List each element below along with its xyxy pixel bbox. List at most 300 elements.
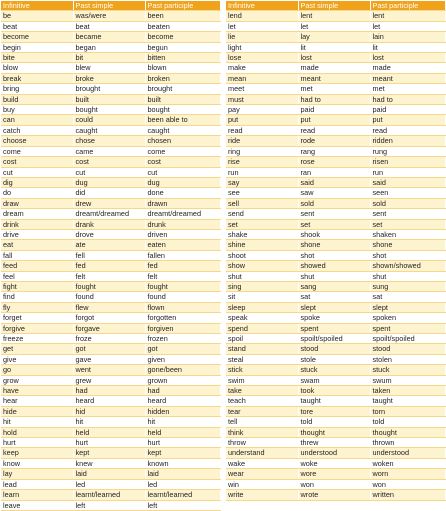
- table-row: [1, 42, 220, 52]
- past-participle-cell: met: [370, 84, 445, 94]
- table-row: [1, 53, 220, 63]
- infinitive-cell: fall: [1, 250, 73, 260]
- infinitive-cell: find: [1, 292, 73, 302]
- past-simple-cell: shot: [298, 250, 370, 260]
- table-row: [226, 94, 445, 104]
- past-participle-cell: meant: [370, 73, 445, 83]
- past-simple-cell: did: [73, 188, 145, 198]
- infinitive-cell: grow: [1, 375, 73, 385]
- infinitive-cell: rise: [226, 157, 298, 167]
- past-participle-cell: torn: [370, 406, 445, 416]
- infinitive-cell: beat: [1, 21, 73, 31]
- infinitive-cell: tell: [226, 417, 298, 427]
- infinitive-cell: fight: [1, 281, 73, 291]
- table-row: [1, 469, 220, 479]
- past-participle-cell: said: [370, 177, 445, 187]
- table-row: [226, 271, 445, 281]
- table-row: [226, 105, 445, 115]
- table-row: [1, 21, 220, 31]
- infinitive-cell: take: [226, 386, 298, 396]
- past-simple-cell: found: [73, 292, 145, 302]
- past-simple-cell: rang: [298, 146, 370, 156]
- table-row: [1, 73, 220, 83]
- past-participle-cell: understood: [370, 448, 445, 458]
- past-participle-cell: frozen: [145, 334, 220, 344]
- past-simple-cell: set: [298, 219, 370, 229]
- past-participle-cell: given: [145, 354, 220, 364]
- verb-table-left: [1, 1, 221, 511]
- past-participle-cell: stuck: [370, 365, 445, 375]
- table-row: [1, 94, 220, 104]
- past-simple-cell: built: [73, 94, 145, 104]
- past-participle-cell: eaten: [145, 240, 220, 250]
- past-simple-cell: spoilt/spoiled: [298, 334, 370, 344]
- past-participle-cell: stood: [370, 344, 445, 354]
- infinitive-cell: write: [226, 490, 298, 500]
- infinitive-cell: shut: [226, 271, 298, 281]
- past-participle-cell: gone/been: [145, 365, 220, 375]
- infinitive-cell: tear: [226, 406, 298, 416]
- table-row: [226, 188, 445, 198]
- table-row: [226, 250, 445, 260]
- table-row: [1, 323, 220, 333]
- past-simple-cell: ran: [298, 167, 370, 177]
- past-participle-cell: done: [145, 188, 220, 198]
- past-participle-cell: stolen: [370, 354, 445, 364]
- past-participle-cell: been: [145, 11, 220, 21]
- table-row: [1, 396, 220, 406]
- past-simple-cell: learnt/learned: [73, 490, 145, 500]
- table-row: [226, 396, 445, 406]
- past-participle-cell: sung: [370, 281, 445, 291]
- past-participle-cell: fallen: [145, 250, 220, 260]
- past-simple-cell: caught: [73, 125, 145, 135]
- past-simple-cell: kept: [73, 448, 145, 458]
- past-simple-cell: let: [298, 21, 370, 31]
- past-participle-cell: lost: [370, 53, 445, 63]
- table-row: [1, 458, 220, 468]
- table-row: [1, 11, 220, 21]
- past-participle-cell: swum: [370, 375, 445, 385]
- table-row: [226, 313, 445, 323]
- infinitive-cell: ride: [226, 136, 298, 146]
- past-simple-cell: had to: [298, 94, 370, 104]
- past-participle-cell: blown: [145, 63, 220, 73]
- past-participle-cell: hurt: [145, 438, 220, 448]
- past-participle-cell: flown: [145, 302, 220, 312]
- table-row: [226, 354, 445, 364]
- past-simple-cell: drove: [73, 229, 145, 239]
- past-participle-cell: caught: [145, 125, 220, 135]
- infinitive-cell: learn: [1, 490, 73, 500]
- infinitive-cell: show: [226, 261, 298, 271]
- table-row: [1, 479, 220, 489]
- past-simple-cell: sang: [298, 281, 370, 291]
- infinitive-cell: pay: [226, 105, 298, 115]
- past-participle-cell: shaken: [370, 229, 445, 239]
- past-participle-cell: ridden: [370, 136, 445, 146]
- past-simple-cell: chose: [73, 136, 145, 146]
- past-simple-cell: shook: [298, 229, 370, 239]
- past-simple-cell: threw: [298, 438, 370, 448]
- past-participle-cell: risen: [370, 157, 445, 167]
- past-simple-cell: lost: [298, 53, 370, 63]
- past-simple-cell: shone: [298, 240, 370, 250]
- past-participle-cell: felt: [145, 271, 220, 281]
- table-row: [1, 271, 220, 281]
- infinitive-cell: light: [226, 42, 298, 52]
- past-participle-cell: brought: [145, 84, 220, 94]
- past-simple-cell: lay: [298, 32, 370, 42]
- infinitive-cell: shake: [226, 229, 298, 239]
- past-participle-cell: put: [370, 115, 445, 125]
- table-row: [1, 84, 220, 94]
- past-participle-cell: heard: [145, 396, 220, 406]
- past-participle-cell: sat: [370, 292, 445, 302]
- past-simple-cell: meant: [298, 73, 370, 83]
- infinitive-cell: sing: [226, 281, 298, 291]
- past-participle-cell: bitten: [145, 53, 220, 63]
- past-simple-cell: shut: [298, 271, 370, 281]
- infinitive-cell: meet: [226, 84, 298, 94]
- infinitive-cell: dig: [1, 177, 73, 187]
- past-simple-cell: saw: [298, 188, 370, 198]
- table-row: [226, 479, 445, 489]
- table-row: [226, 302, 445, 312]
- infinitive-cell: have: [1, 386, 73, 396]
- infinitive-cell: put: [226, 115, 298, 125]
- past-participle-cell: come: [145, 146, 220, 156]
- past-participle-cell: let: [370, 21, 445, 31]
- infinitive-cell: make: [226, 63, 298, 73]
- past-simple-cell: blew: [73, 63, 145, 73]
- table-row: [1, 63, 220, 73]
- infinitive-cell: dream: [1, 209, 73, 219]
- table-row: [226, 229, 445, 239]
- past-simple-cell: stuck: [298, 365, 370, 375]
- past-participle-cell: shot: [370, 250, 445, 260]
- past-simple-cell: laid: [73, 469, 145, 479]
- past-simple-cell: hid: [73, 406, 145, 416]
- past-simple-cell: fed: [73, 261, 145, 271]
- table-row: [1, 281, 220, 291]
- infinitive-cell: bite: [1, 53, 73, 63]
- past-simple-cell: paid: [298, 105, 370, 115]
- past-simple-cell: beat: [73, 21, 145, 31]
- infinitive-cell: spend: [226, 323, 298, 333]
- table-row: [1, 250, 220, 260]
- past-simple-cell: went: [73, 365, 145, 375]
- past-simple-cell: thought: [298, 427, 370, 437]
- infinitive-cell: lead: [1, 479, 73, 489]
- past-participle-cell: spoken: [370, 313, 445, 323]
- past-simple-cell: tore: [298, 406, 370, 416]
- table-row: [1, 32, 220, 42]
- past-simple-cell: put: [298, 115, 370, 125]
- past-simple-cell: grew: [73, 375, 145, 385]
- past-participle-cell: laid: [145, 469, 220, 479]
- table-row: [226, 438, 445, 448]
- past-simple-cell: rode: [298, 136, 370, 146]
- table-row: [1, 375, 220, 385]
- table-row: [226, 344, 445, 354]
- table-row: [226, 427, 445, 437]
- table-row: [226, 63, 445, 73]
- past-participle-cell: had to: [370, 94, 445, 104]
- table-row: [226, 42, 445, 52]
- past-participle-cell: chosen: [145, 136, 220, 146]
- table-row: [226, 209, 445, 219]
- past-simple-cell: felt: [73, 271, 145, 281]
- infinitive-cell: blow: [1, 63, 73, 73]
- past-simple-cell: lent: [298, 11, 370, 21]
- infinitive-cell: read: [226, 125, 298, 135]
- past-participle-cell: run: [370, 167, 445, 177]
- infinitive-cell: leave: [1, 500, 73, 510]
- infinitive-cell: hurt: [1, 438, 73, 448]
- infinitive-cell: sleep: [226, 302, 298, 312]
- past-participle-cell: got: [145, 344, 220, 354]
- past-participle-cell: broken: [145, 73, 220, 83]
- table-row: [226, 292, 445, 302]
- infinitive-cell: get: [1, 344, 73, 354]
- past-simple-cell: bought: [73, 105, 145, 115]
- past-participle-cell: led: [145, 479, 220, 489]
- past-simple-cell: heard: [73, 396, 145, 406]
- table-row: [1, 229, 220, 239]
- past-simple-cell: froze: [73, 334, 145, 344]
- infinitive-cell: send: [226, 209, 298, 219]
- infinitive-cell: wear: [226, 469, 298, 479]
- table-row: [226, 417, 445, 427]
- infinitive-cell: keep: [1, 448, 73, 458]
- past-simple-cell: brought: [73, 84, 145, 94]
- past-participle-cell: rung: [370, 146, 445, 156]
- infinitive-cell: must: [226, 94, 298, 104]
- past-simple-cell: knew: [73, 458, 145, 468]
- past-participle-cell: read: [370, 125, 445, 135]
- past-participle-cell: lit: [370, 42, 445, 52]
- infinitive-cell: hide: [1, 406, 73, 416]
- header-infinitive: Infinitive: [226, 1, 298, 11]
- table-row: [1, 105, 220, 115]
- past-simple-cell: dug: [73, 177, 145, 187]
- infinitive-cell: draw: [1, 198, 73, 208]
- infinitive-cell: teach: [226, 396, 298, 406]
- past-simple-cell: forgave: [73, 323, 145, 333]
- table-row: [226, 406, 445, 416]
- table-row: [1, 302, 220, 312]
- table-row: [226, 167, 445, 177]
- past-participle-cell: worn: [370, 469, 445, 479]
- past-simple-cell: swam: [298, 375, 370, 385]
- infinitive-cell: go: [1, 365, 73, 375]
- table-row: [1, 500, 220, 510]
- past-simple-cell: dreamt/dreamed: [73, 209, 145, 219]
- table-row: [1, 209, 220, 219]
- table-row: [226, 469, 445, 479]
- infinitive-cell: lend: [226, 11, 298, 21]
- past-participle-cell: seen: [370, 188, 445, 198]
- table-row: [1, 354, 220, 364]
- past-participle-cell: cost: [145, 157, 220, 167]
- past-participle-cell: lain: [370, 32, 445, 42]
- past-simple-cell: fought: [73, 281, 145, 291]
- infinitive-cell: shoot: [226, 250, 298, 260]
- infinitive-cell: mean: [226, 73, 298, 83]
- past-simple-cell: fell: [73, 250, 145, 260]
- table-row: [226, 365, 445, 375]
- table-row: [226, 323, 445, 333]
- past-simple-cell: hit: [73, 417, 145, 427]
- infinitive-cell: choose: [1, 136, 73, 146]
- table-row: [1, 177, 220, 187]
- table-row: [226, 375, 445, 385]
- past-simple-cell: won: [298, 479, 370, 489]
- infinitive-cell: think: [226, 427, 298, 437]
- past-simple-cell: began: [73, 42, 145, 52]
- infinitive-cell: catch: [1, 125, 73, 135]
- infinitive-cell: ring: [226, 146, 298, 156]
- past-simple-cell: stole: [298, 354, 370, 364]
- past-participle-cell: known: [145, 458, 220, 468]
- past-simple-cell: wrote: [298, 490, 370, 500]
- infinitive-cell: lay: [1, 469, 73, 479]
- table-row: [226, 219, 445, 229]
- table-row: [1, 427, 220, 437]
- infinitive-cell: be: [1, 11, 73, 21]
- infinitive-cell: build: [1, 94, 73, 104]
- past-participle-cell: lent: [370, 11, 445, 21]
- past-participle-cell: beaten: [145, 21, 220, 31]
- table-row: [1, 240, 220, 250]
- past-simple-cell: ate: [73, 240, 145, 250]
- past-simple-cell: led: [73, 479, 145, 489]
- past-simple-cell: gave: [73, 354, 145, 364]
- header-past-participle: Past participle: [145, 1, 220, 11]
- table-row: [1, 115, 220, 125]
- past-simple-cell: drew: [73, 198, 145, 208]
- infinitive-cell: fly: [1, 302, 73, 312]
- infinitive-cell: break: [1, 73, 73, 83]
- table-row: [1, 490, 220, 500]
- past-participle-cell: made: [370, 63, 445, 73]
- past-participle-cell: fed: [145, 261, 220, 271]
- infinitive-cell: forgive: [1, 323, 73, 333]
- past-participle-cell: spent: [370, 323, 445, 333]
- past-simple-cell: slept: [298, 302, 370, 312]
- table-row: [226, 386, 445, 396]
- past-participle-cell: sold: [370, 198, 445, 208]
- table-row: [226, 73, 445, 83]
- past-participle-cell: taken: [370, 386, 445, 396]
- table-row: [226, 11, 445, 21]
- past-participle-cell: forgotten: [145, 313, 220, 323]
- header-row: [226, 1, 445, 11]
- past-simple-cell: cost: [73, 157, 145, 167]
- infinitive-cell: come: [1, 146, 73, 156]
- infinitive-cell: drink: [1, 219, 73, 229]
- past-participle-cell: forgiven: [145, 323, 220, 333]
- past-simple-cell: cut: [73, 167, 145, 177]
- infinitive-cell: run: [226, 167, 298, 177]
- infinitive-cell: eat: [1, 240, 73, 250]
- past-simple-cell: became: [73, 32, 145, 42]
- past-simple-cell: hurt: [73, 438, 145, 448]
- table-row: [226, 490, 445, 500]
- table-row: [226, 448, 445, 458]
- table-row: [1, 167, 220, 177]
- past-simple-cell: read: [298, 125, 370, 135]
- past-simple-cell: left: [73, 500, 145, 510]
- infinitive-cell: become: [1, 32, 73, 42]
- past-participle-cell: found: [145, 292, 220, 302]
- infinitive-cell: set: [226, 219, 298, 229]
- past-participle-cell: thought: [370, 427, 445, 437]
- infinitive-cell: wake: [226, 458, 298, 468]
- table-row: [226, 157, 445, 167]
- past-simple-cell: made: [298, 63, 370, 73]
- table-row: [1, 125, 220, 135]
- past-simple-cell: broke: [73, 73, 145, 83]
- infinitive-cell: hear: [1, 396, 73, 406]
- table-row: [1, 292, 220, 302]
- past-participle-cell: spoilt/spoiled: [370, 334, 445, 344]
- verb-table-right: [226, 1, 446, 501]
- infinitive-cell: let: [226, 21, 298, 31]
- past-simple-cell: had: [73, 386, 145, 396]
- past-simple-cell: spent: [298, 323, 370, 333]
- infinitive-cell: spoil: [226, 334, 298, 344]
- infinitive-cell: steal: [226, 354, 298, 364]
- past-participle-cell: hidden: [145, 406, 220, 416]
- past-simple-cell: met: [298, 84, 370, 94]
- past-simple-cell: drank: [73, 219, 145, 229]
- table-row: [1, 334, 220, 344]
- past-simple-cell: was/were: [73, 11, 145, 21]
- past-simple-cell: came: [73, 146, 145, 156]
- past-simple-cell: spoke: [298, 313, 370, 323]
- past-simple-cell: wore: [298, 469, 370, 479]
- past-simple-cell: got: [73, 344, 145, 354]
- table-row: [226, 21, 445, 31]
- table-row: [226, 177, 445, 187]
- table-row: [226, 281, 445, 291]
- verb-table-left-body: [1, 11, 220, 511]
- table-row: [1, 438, 220, 448]
- infinitive-cell: feel: [1, 271, 73, 281]
- infinitive-cell: speak: [226, 313, 298, 323]
- past-simple-cell: taught: [298, 396, 370, 406]
- past-participle-cell: cut: [145, 167, 220, 177]
- table-row: [226, 458, 445, 468]
- infinitive-cell: throw: [226, 438, 298, 448]
- table-row: [1, 406, 220, 416]
- table-row: [1, 157, 220, 167]
- table-row: [1, 313, 220, 323]
- infinitive-cell: win: [226, 479, 298, 489]
- past-simple-cell: forgot: [73, 313, 145, 323]
- infinitive-cell: drive: [1, 229, 73, 239]
- table-row: [226, 53, 445, 63]
- past-participle-cell: been able to: [145, 115, 220, 125]
- table-row: [1, 417, 220, 427]
- infinitive-cell: begin: [1, 42, 73, 52]
- past-simple-cell: sent: [298, 209, 370, 219]
- past-participle-cell: hit: [145, 417, 220, 427]
- infinitive-cell: swim: [226, 375, 298, 385]
- infinitive-cell: sell: [226, 198, 298, 208]
